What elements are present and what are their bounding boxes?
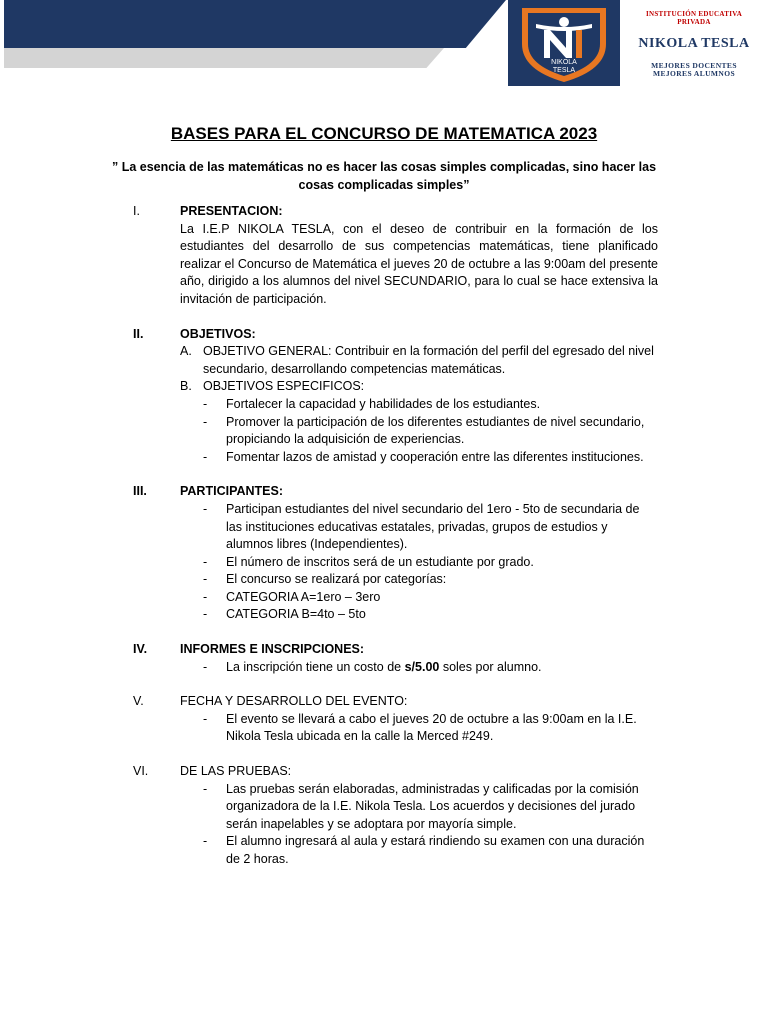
header-banner xyxy=(4,0,506,48)
list-item xyxy=(180,659,658,677)
objective-general xyxy=(180,343,658,378)
list-item: - CATEGORIA A=1ero – 3ero xyxy=(180,589,658,607)
section-text: La I.E.P NIKOLA TESLA, con el deseo de contribuir en la formación de los estudiantes del desarrollo de sus competencias matemáticas, tiene planificado realizar el Concurso de Matemática el jueves 20 de octubre a las 9:00am del presente año, dirigido a los alumnos del nivel SECUNDARIO, para lo cual se hace extensiva la invitación de participación. xyxy=(180,221,658,306)
institution-type-line2: PRIVADA xyxy=(677,18,711,26)
list-item: - CATEGORIA B=4to – 5to xyxy=(180,606,658,624)
section-title: INFORMES E INSCRIPCIONES: xyxy=(180,642,365,657)
section-number: VI. xyxy=(133,764,149,779)
section-number: I. xyxy=(133,204,140,218)
document-title: BASES PARA EL CONCURSO DE MATEMATICA 2023 xyxy=(170,124,598,143)
list-item: - Participan estudiantes del nivel secundario del 1ero - 5to de secundaria de las instituciones educativas estatales, privadas, grupos de estudios y alumnos libres (Independientes). xyxy=(180,501,658,554)
logo-text-2: TESLA xyxy=(552,67,576,74)
institution-type-line1: INSTITUCIÓN EDUCATIVA xyxy=(645,10,743,18)
motto-line1: MEJORES DOCENTES xyxy=(651,61,737,70)
section-title: DE LAS PRUEBAS: xyxy=(180,764,292,779)
document-quote: ” La esencia de las matemáticas no es hacer las cosas simples complicadas, sino hacer las cosas complicadas simples” xyxy=(111,160,657,192)
section-title: PRESENTACION: xyxy=(180,204,283,218)
section-participantes xyxy=(0,483,768,624)
list-item: - El número de inscritos será de un estudiante por grado. xyxy=(180,554,658,572)
section-number: III. xyxy=(133,484,147,499)
section-inscripciones xyxy=(0,641,768,676)
section-number: II. xyxy=(133,326,144,341)
list-item: - El alumno ingresará al aula y estará rindiendo su examen con una duración de 2 horas. xyxy=(180,833,658,868)
list-item: - El concurso se realizará por categorías: xyxy=(180,571,658,589)
fee-amount: s/5.00 xyxy=(404,659,440,674)
list-item: - Promover la participación de los diferentes estudiantes de nivel secundario, propiciando la adquisición de experiencias. xyxy=(180,414,658,449)
document-content xyxy=(0,203,768,886)
section-pruebas xyxy=(0,763,768,869)
institution-block xyxy=(626,10,762,78)
fee-text-after: soles por alumno. xyxy=(439,659,542,674)
list-item: - Las pruebas serán elaboradas, administradas y calificadas por la comisión organizadora de la I.E. Nikola Tesla. Los acuerdos y decisiones del jurado serán inapelables y se adoptara por mayoría simple. xyxy=(180,781,658,834)
section-number: V. xyxy=(133,694,144,709)
logo-text-1: NIKOLA xyxy=(551,59,577,66)
section-title: FECHA Y DESARROLLO DEL EVENTO: xyxy=(180,694,408,709)
list-item: - Fomentar lazos de amistad y cooperación entre las diferentes instituciones. xyxy=(180,449,658,467)
list-marker: A. xyxy=(180,344,192,359)
section-number: IV. xyxy=(133,642,148,657)
motto-line2: MEJORES ALUMNOS xyxy=(652,69,736,78)
section-fecha xyxy=(0,693,768,746)
section-objetivos xyxy=(0,326,768,467)
list-item: - El evento se llevará a cabo el jueves 20 de octubre a las 9:00am en la I.E. Nikola Tesla ubicada en la calle la Merced #249. xyxy=(180,711,658,746)
objective-specific-title: OBJETIVOS ESPECIFICOS: xyxy=(203,379,365,394)
section-presentacion xyxy=(0,203,768,309)
section-title: OBJETIVOS: xyxy=(180,326,256,341)
objective-general-text: OBJETIVO GENERAL: Contribuir en la formación del perfil del egresado del nivel secundario, desarrollando competencias matemáticas. xyxy=(203,344,654,376)
section-title: PARTICIPANTES: xyxy=(180,484,284,499)
header-stripe xyxy=(4,48,444,68)
fee-text-before: La inscripción tiene un costo de xyxy=(226,659,405,674)
list-item: - Fortalecer la capacidad y habilidades de los estudiantes. xyxy=(180,396,658,414)
institution-name: NIKOLA TESLA xyxy=(638,36,750,51)
school-logo xyxy=(508,0,620,86)
objective-specific xyxy=(180,378,658,396)
list-marker: B. xyxy=(180,379,192,394)
